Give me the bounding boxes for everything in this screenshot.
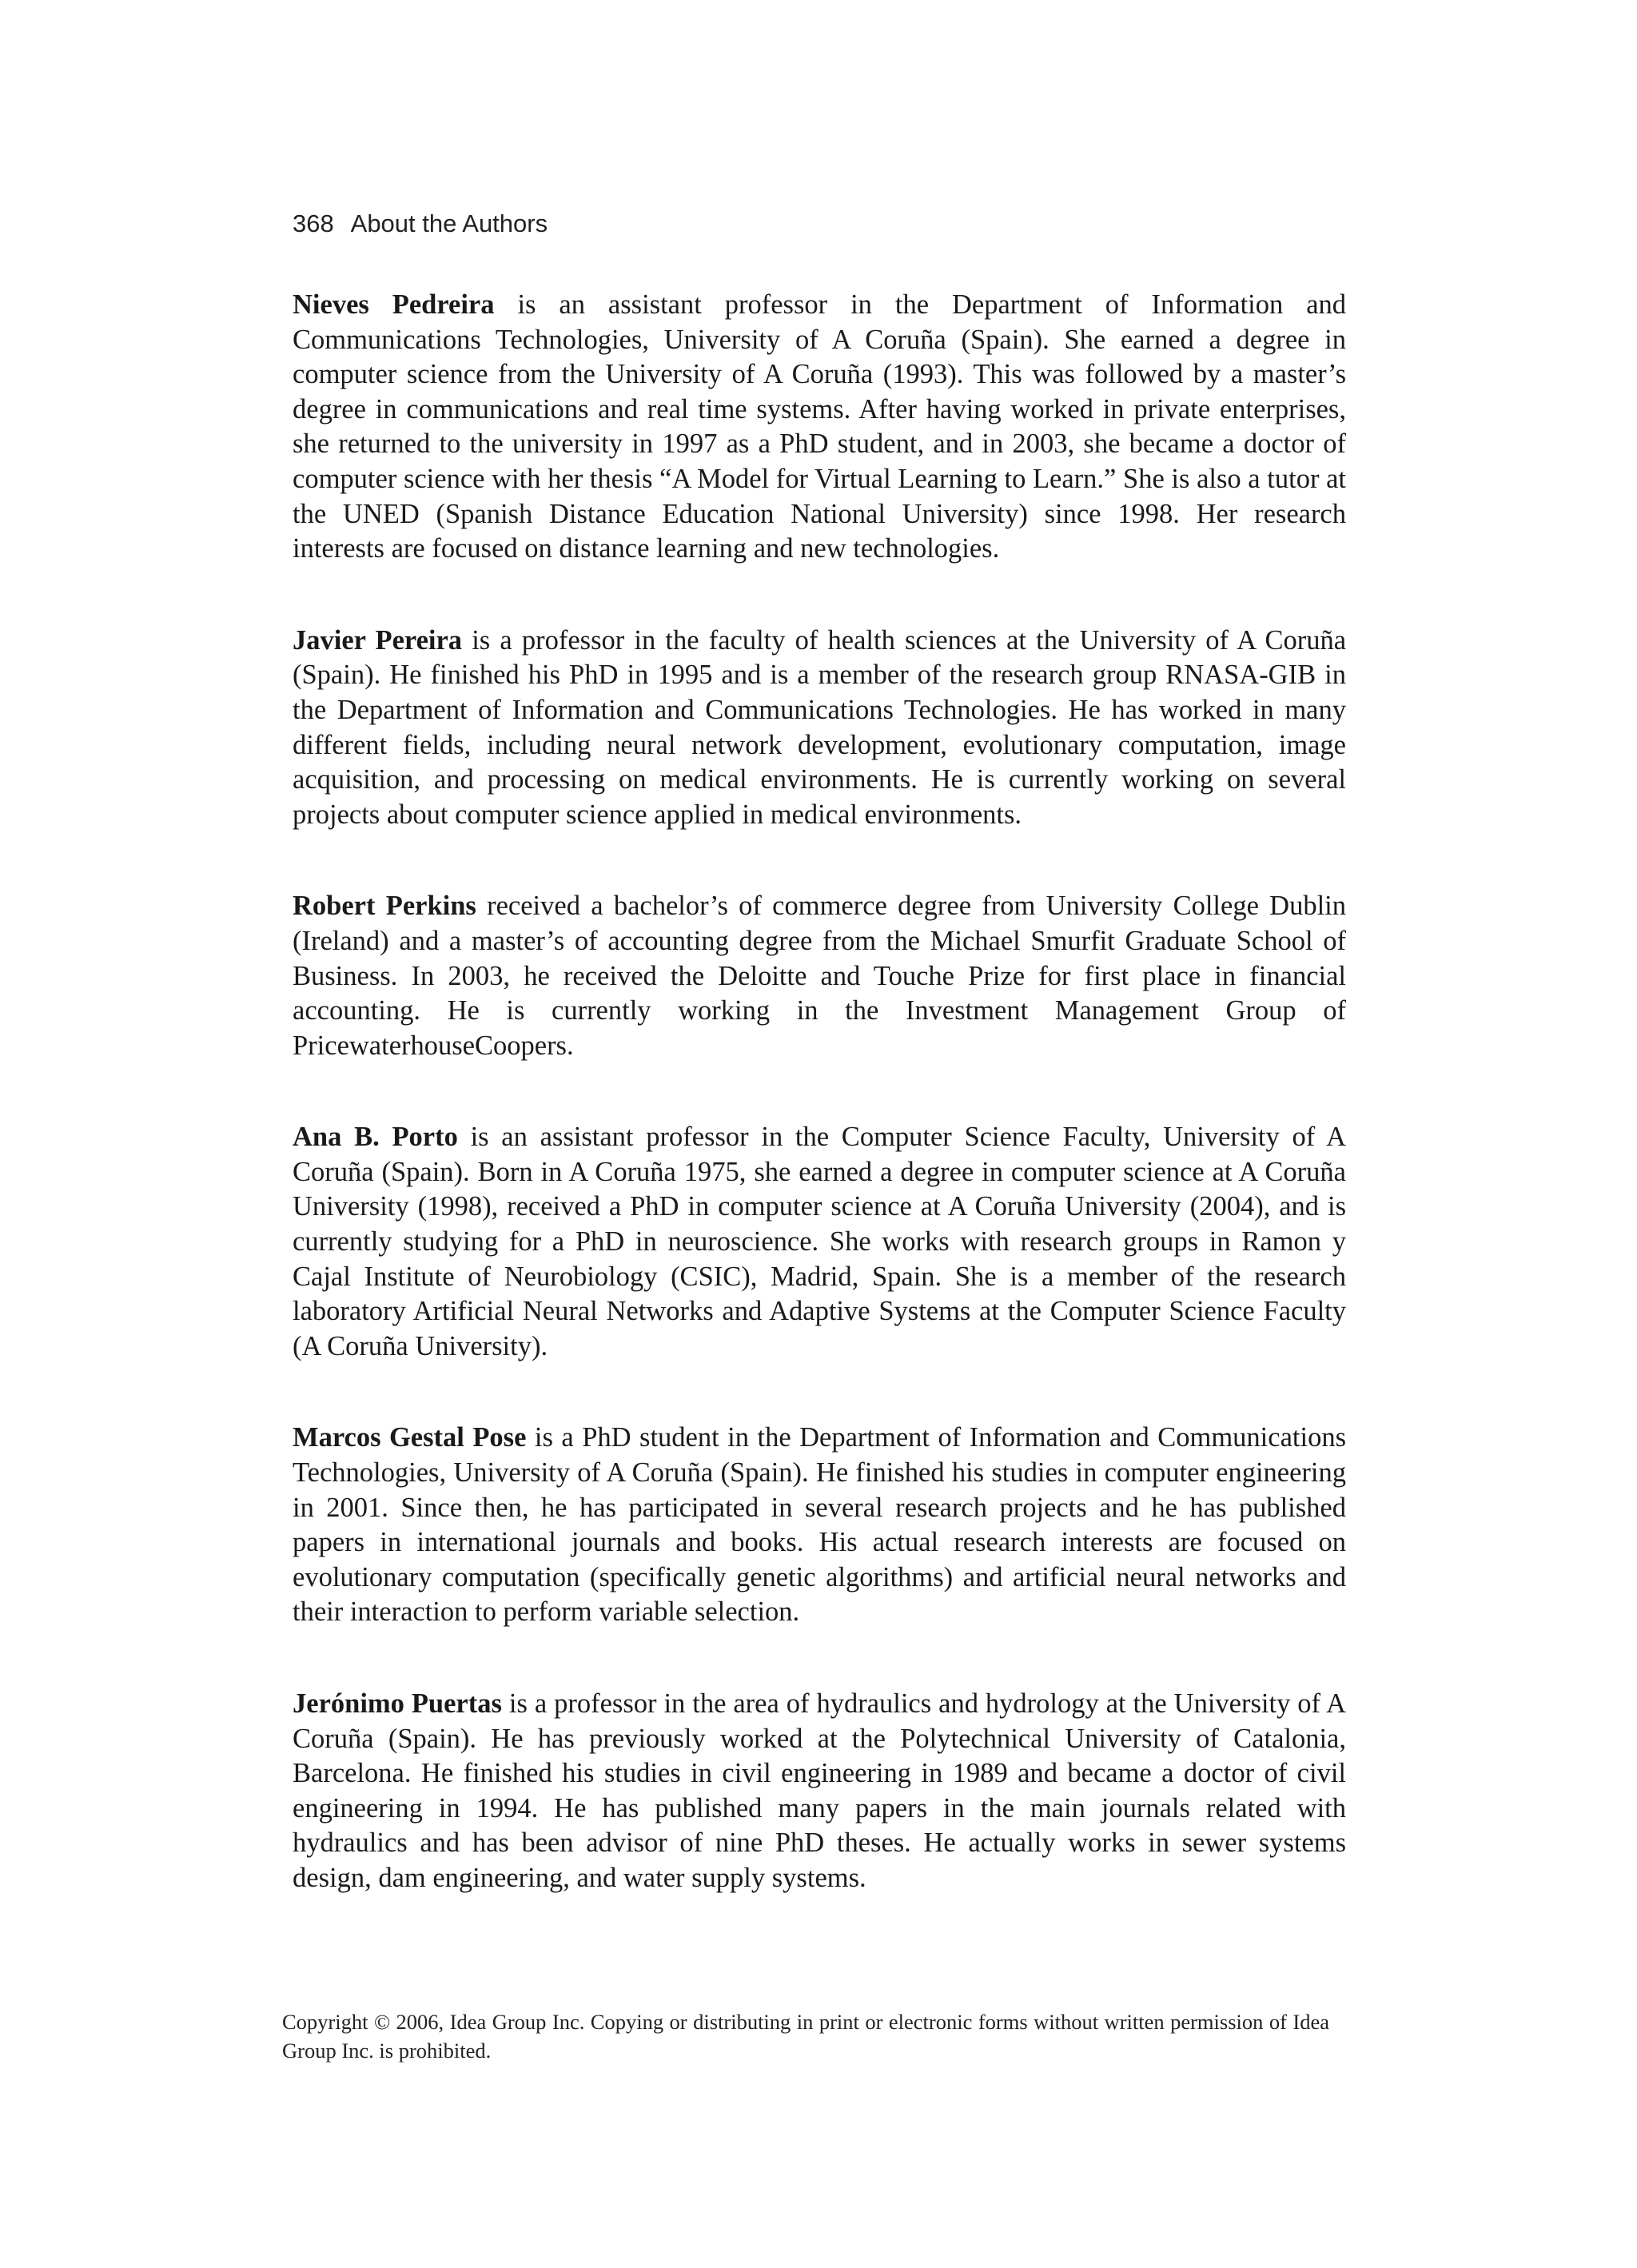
author-name: Nieves Pedreira bbox=[293, 289, 495, 320]
author-bio-porto bbox=[293, 1120, 1346, 1364]
author-description: is a professor in the faculty of health sciences at the University of A Coruña (Spain). He finished his PhD in 1995 and is a member of the research group RNASA-GIB in the Department of Information and Communications Technologies. He has worked in many different fields, including neural network development, evolutionary computation, image acquisition, and processing on medical environments. He is currently working on several projects about computer science applied in medical environments. bbox=[293, 624, 1347, 830]
author-name: Marcos Gestal Pose bbox=[293, 1422, 527, 1453]
author-bio-perkins bbox=[293, 889, 1346, 1063]
author-bio-pose bbox=[293, 1421, 1346, 1630]
running-header bbox=[293, 206, 548, 241]
author-description: is a PhD student in the Department of Information and Communications Technologies, University of A Coruña (Spain). He finished his studies in computer engineering in 2001. Since then, he has participated in several research projects and he has published papers in international journals and books. His actual research interests are focused on evolutionary computation (specifically genetic algorithms) and artificial neural networks and their interaction to perform variable selection. bbox=[293, 1422, 1346, 1628]
section-title: About the Authors bbox=[350, 209, 548, 237]
author-name: Jerónimo Puertas bbox=[293, 1688, 502, 1719]
author-name: Javier Pereira bbox=[293, 624, 463, 656]
author-name: Robert Perkins bbox=[293, 891, 476, 922]
author-description: is an assistant professor in the Computer Science Faculty, University of A Coruña (Spain). Born in A Coruña 1975, she earned a degree in computer science at A Coruña University (1998), received a PhD in computer science at A Coruña University (2004), and is currently studying for a PhD in neuroscience. She works with research groups in Ramon y Cajal Institute of Neurobiology (CSIC), Madrid, Spain. She is a member of the research laboratory Artificial Neural Networks and Adaptive Systems at the Computer Science Faculty (A Coruña University). bbox=[293, 1122, 1346, 1361]
author-bio-pedreira bbox=[293, 288, 1346, 567]
author-description: is a professor in the area of hydraulics and hydrology at the University of A Coruña (Spain). He has previously worked at the Polytechnical University of Catalonia, Barcelona. He finished his studies in civil engineering in 1989 and became a doctor of civil engineering in 1994. He has published many papers in the main journals related with hydraulics and has been advisor of nine PhD theses. He actually works in sewer systems design, dam engineering, and water supply systems. bbox=[293, 1688, 1346, 1893]
author-name: Ana B. Porto bbox=[293, 1122, 458, 1153]
page-number: 368 bbox=[293, 209, 334, 237]
author-bio-pereira bbox=[293, 624, 1346, 833]
author-bio-puertas bbox=[293, 1687, 1346, 1896]
author-description: is an assistant professor in the Department of Information and Communications Technologies, University of A Coruña (Spain). She earned a degree in computer science from the University of A Coruña (1993). This was followed by a master’s degree in communications and real time systems. After having worked in private enterprises, she returned to the university in 1997 as a PhD student, and in 2003, she became a doctor of computer science with her thesis “A Model for Virtual Learning to Learn.” She is also a tutor at the UNED (Spanish Distance Education National University) since 1998. Her research interests are focused on distance learning and new technologies. bbox=[293, 289, 1347, 564]
author-description: received a bachelor’s of commerce degree from University College Dublin (Ireland) and a master’s of accounting degree from the Michael Smurfit Graduate School of Business. In 2003, he received the Deloitte and Touche Prize for first place in financial accounting. He is currently working in the Investment Management Group of PricewaterhouseCoopers. bbox=[293, 891, 1347, 1061]
author-bios bbox=[293, 288, 1346, 1953]
copyright-notice: Copyright © 2006, Idea Group Inc. Copying or distributing in print or electronic forms without written permission of Idea Group Inc. is prohibited. bbox=[282, 2010, 1329, 2063]
